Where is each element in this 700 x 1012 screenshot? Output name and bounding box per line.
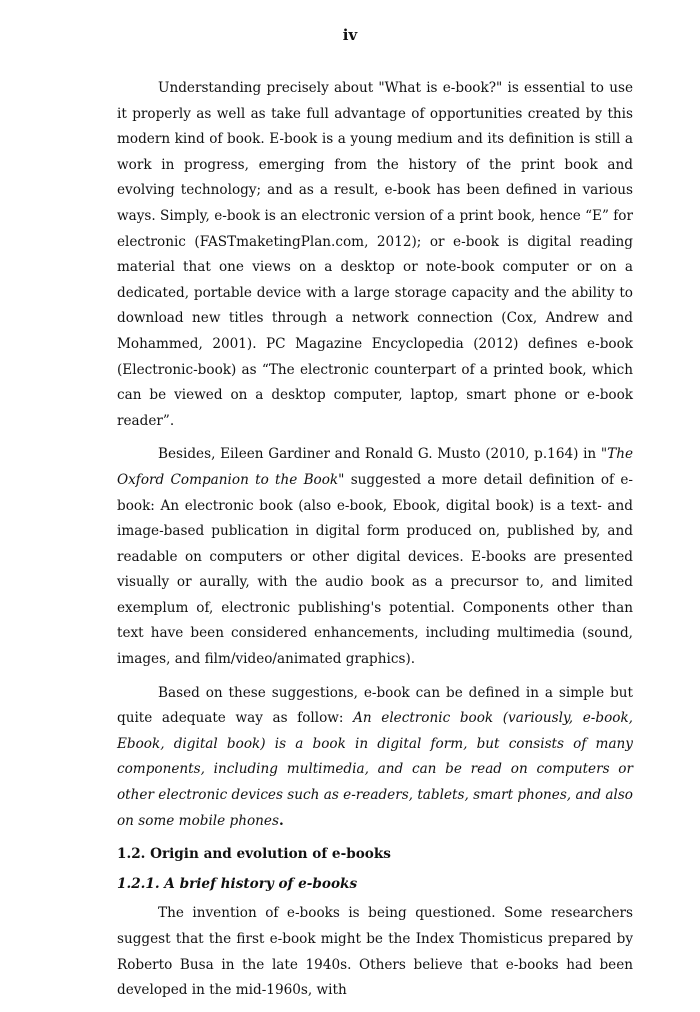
paragraph-definition-intro: Understanding precisely about "What is e-book?" is essential to use it properly as well as take full advantage of opportunities created by this modern kind of book. E-book is a young medium and its definition is still a work in progress, emerging from the history of the print book and evolving technology; and as a result, e-book has been defined in various ways. Simply, e-book is an electronic version of a print book, hence “E” for electronic (FASTmaketingPlan.com, 2012); or e-book is digital reading material that one views on a desktop or note-book computer or on a dedicated, portable device with a large storage capacity and the ability to download new titles through a network connection (Cox, Andrew and Mohammed, 2001). PC Magazine Encyclopedia (2012) defines e-book (Electronic-book) as “The electronic counterpart of a printed book, which can be viewed on a desktop computer, laptop, smart phone or e-book reader”. <box>117 80 633 429</box>
paragraph-rest: suggested a more detail definition of e-book: An electronic book (also e-book, Ebook, digital book) is a text- and image-based publication in digital form produced on, published by, and readable on computers or other digital devices. E-books are presented visually or aurally, with the audio book as a precursor to, and limited exemplum of, electronic publishing's potential. Components other than text have been considered enhancements, including multimedia (sound, images, and film/video/animated graphics). <box>117 471 633 668</box>
paragraph-lead: Based on these suggestions, e-book can be defined in a simple but quite adequate way as follow: <box>117 684 633 727</box>
paragraph-definition <box>117 681 633 835</box>
page-number: iv <box>342 26 358 44</box>
paragraph-gardiner-musto <box>117 442 633 672</box>
paragraph-history: The invention of e-books is being questioned. Some researchers suggest that the first e-book might be the Index Thomisticus prepared by Roberto Busa in the late 1940s. Others believe that e-books had been developed in the mid-1960s, with <box>117 905 633 999</box>
sentence-end: . <box>278 812 284 829</box>
section-heading: 1.2. Origin and evolution of e-books <box>117 846 391 863</box>
document-body <box>117 76 633 1012</box>
ebook-definition: An electronic book (variously, e-book, Ebook, digital book) is a book in digital form, but consists of many components, including multimedia, and can be read on computers or other electronic devices such as e-readers, tablets, smart phones, and also on some mobile phones <box>117 710 634 829</box>
paragraph-lead: Besides, Eileen Gardiner and Ronald G. Musto (2010, p.164) in <box>158 446 601 463</box>
book-title: "The Oxford Companion to the Book" <box>117 446 633 488</box>
subsection-heading: 1.2.1. A brief history of e-books <box>117 875 358 892</box>
